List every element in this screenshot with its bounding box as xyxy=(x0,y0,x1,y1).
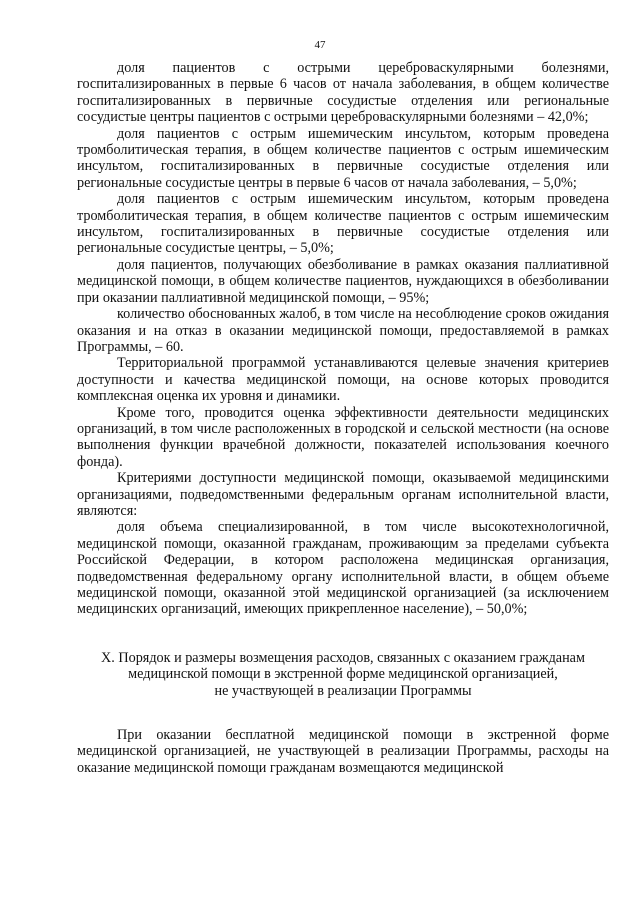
paragraph-palliative-analgesia: доля пациентов, получающих обезболивание в рамках оказания паллиативной медицинской помощи, в общем количестве пациентов, нуждающихся в обезболивании при оказании паллиативной медицинской помощи, – 95%; xyxy=(77,256,609,306)
paragraph-thrombolysis-total: доля пациентов с острым ишемическим инсультом, которым проведена тромболитическая терапия, в общем количестве пациентов с острым ишемическим инсультом, госпитализированных в первичные сосудистые отделения или региональные сосудистые центры, – 5,0%; xyxy=(77,191,609,257)
paragraph-efficiency-assessment: Кроме того, проводится оценка эффективности деятельности медицинских организаций, в том числе расположенных в городской и сельской местности (на основе выполнения функции врачебной должности, показателей использования коечного фонда). xyxy=(77,404,609,470)
section-heading xyxy=(77,650,609,699)
paragraph-stroke-hospitalization-share: доля пациентов с острыми цереброваскулярными болезнями, госпитализированных в первые 6 часов от начала заболевания, в общем количестве госпитализированных в первичные сосудистые отделения или региональные сосудистые центры пациентов с острыми цереброваскулярными болезнями – 42,0%; xyxy=(77,60,609,126)
paragraph-federal-criteria-intro: Критериями доступности медицинской помощи, оказываемой медицинскими организациями, подведомственными федеральным органам исполнительной власти, являются: xyxy=(77,470,609,519)
section-heading-line-2: медицинской помощи в экстренной форме медицинской организацией, xyxy=(128,666,558,683)
section-heading-line-1: X. Порядок и размеры возмещения расходов, связанных с оказанием гражданам xyxy=(101,649,585,666)
paragraph-thrombolysis-first-6h: доля пациентов с острым ишемическим инсультом, которым проведена тромболитическая терапия, в общем количестве пациентов с острым ишемическим инсультом, госпитализированных в первичные сосудистые отделения или региональные сосудистые центры в первые 6 часов от начала заболевания, – 5,0%; xyxy=(77,125,609,191)
paragraph-target-values: Территориальной программой устанавливаются целевые значения критериев доступности и качества медицинской помощи, на основе которых проводится комплексная оценка их уровня и динамики. xyxy=(77,355,609,405)
document-body xyxy=(77,60,609,776)
paragraph-complaints-count: количество обоснованных жалоб, в том числе на несоблюдение сроков ожидания оказания и на отказ в оказании медицинской помощи, предоставляемой в рамках Программы, – 60. xyxy=(77,306,609,355)
page-number: 47 xyxy=(314,39,326,51)
section-heading-line-3: не участвующей в реализации Программы xyxy=(214,682,472,699)
paragraph-emergency-reimbursement: При оказании бесплатной медицинской помощи в экстренной форме медицинской организацией, не участвующей в реализации Программы, расходы на оказание медицинской помощи гражданам возмещаются медицинской xyxy=(77,727,609,776)
paragraph-specialized-care-share: доля объема специализированной, в том числе высокотехнологичной, медицинской помощи, оказанной гражданам, проживающим за пределами субъекта Российской Федерации, в котором расположена медицинская организация, подведомственная федеральному органу исполнительной власти, в общем объеме медицинской помощи, оказанной этой медицинской организацией (за исключением медицинских организаций, имеющих прикрепленное население), – 50,0%; xyxy=(77,519,609,618)
